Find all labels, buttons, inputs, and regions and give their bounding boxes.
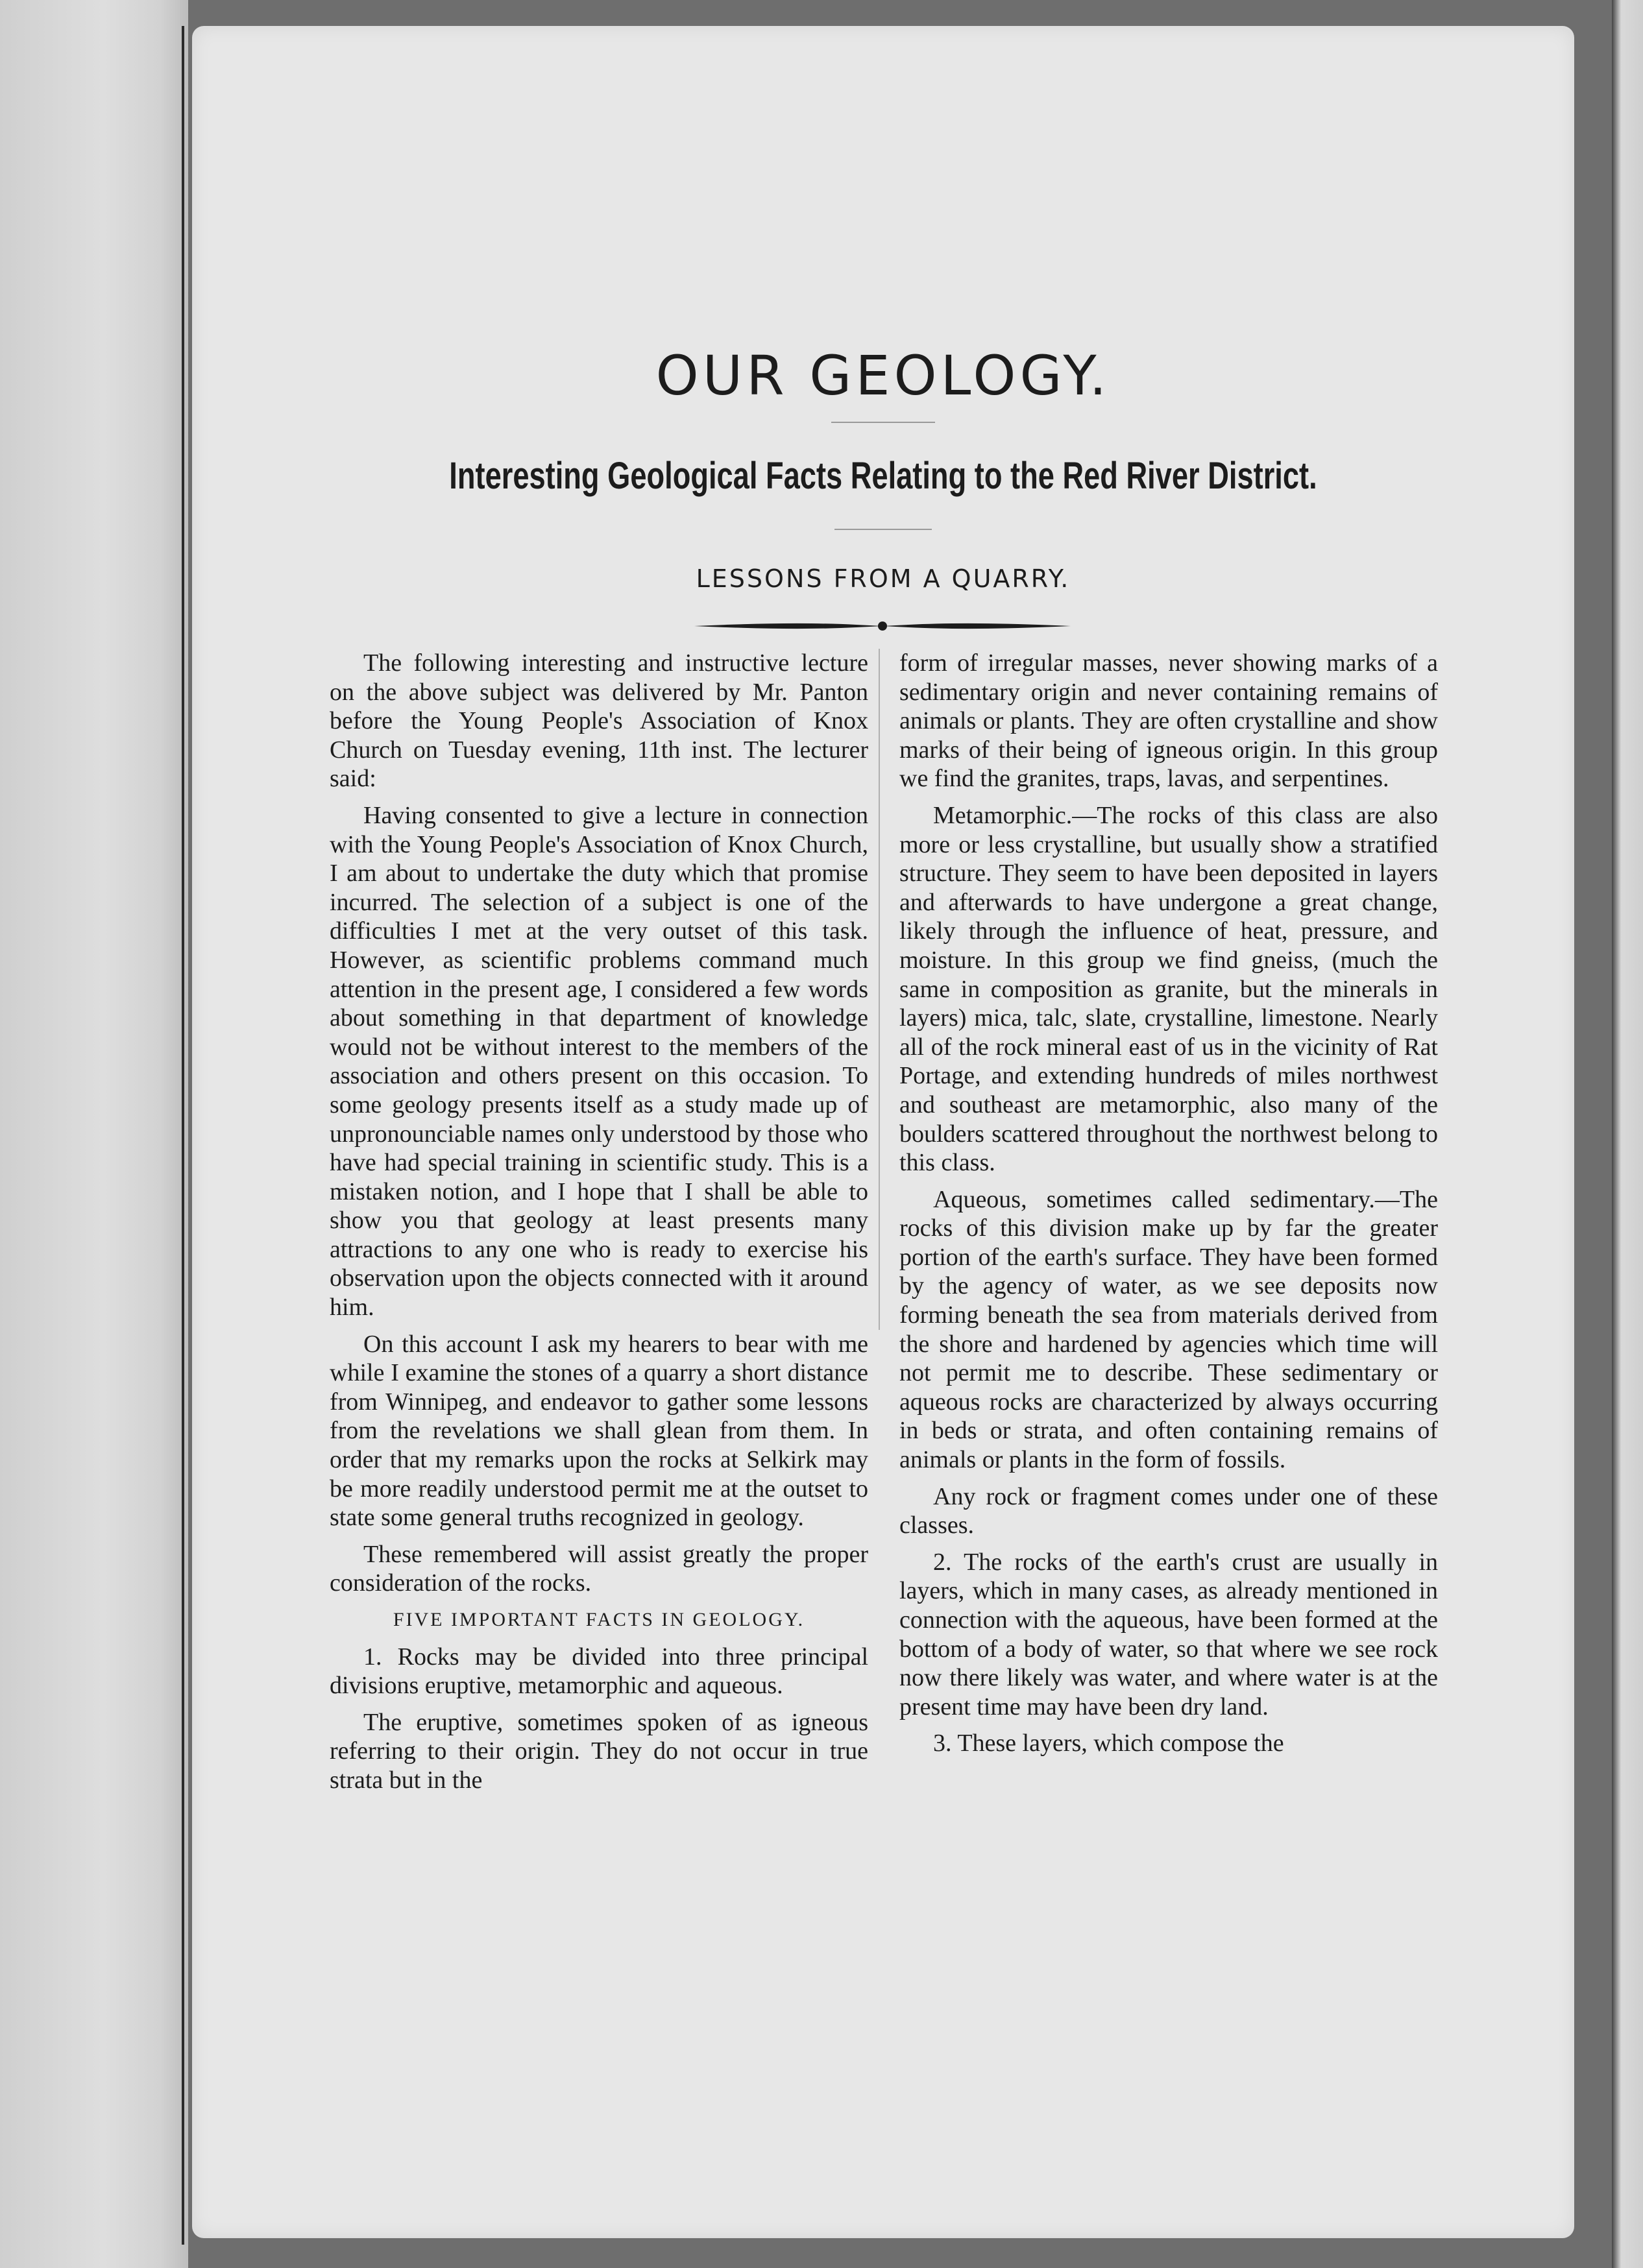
facing-page-edge bbox=[0, 0, 188, 2268]
column-divider bbox=[879, 649, 880, 1330]
paragraph: The eruptive, sometimes spoken of as igneous referring to their origin. They do not occur in true strata but in the bbox=[330, 1708, 868, 1794]
paragraph: On this account I ask my hearers to bear with me while I examine the stones of a quarry a short distance from Winnipeg, and endeavor to gather some lessons from the revelations we shall glean from them. In order that my remarks upon the rocks at Selkirk may be more readily understood permit me at the outset to state some general truths recognized in geology. bbox=[330, 1330, 868, 1532]
ornament-divider bbox=[694, 616, 1071, 636]
subheadline: Interesting Geological Facts Relating to the Red River District. bbox=[449, 455, 1317, 497]
paragraph: Having consented to give a lecture in connection with the Young People's Association of Knox Church, I am about to undertake the duty which that promise incurred. The selection of a subject is one of the difficulties I met at the very outset of this task. However, as scientific problems command much attention in the present age, I considered a few words about something in that department of knowledge would not be without interest to the members of the association and others present on this occasion. To some geology presents itself as a study made up of unpronounciable names only understood by those who have had special training in scientific study. This is a mistaken notion, and I hope that I shall be able to show you that geology at least presents many attractions to any one who is ready to exercise his observation upon the objects connected with it around him. bbox=[330, 801, 868, 1321]
right-page-edge bbox=[1612, 0, 1643, 2268]
right-column bbox=[899, 649, 1438, 1766]
headline: OUR GEOLOGY. bbox=[655, 344, 1111, 407]
divider-rule bbox=[834, 529, 932, 530]
paragraph: Metamorphic.—The rocks of this class are also more or less crystalline, but usually show a stratified structure. They seem to have been deposited in layers and afterwards to have undergone a great change, likely through the influence of heat, pressure, and moisture. In this group we find gneiss, (much the same in composition as granite, but the minerals in layers) mica, talc, slate, crystalline, limestone. Nearly all of the rock mineral east of us in the vicinity of Rat Portage, and extending hundreds of miles northwest and southeast are metamorphic, also many of the boulders scattered throughout the northwest belong to this class. bbox=[899, 801, 1438, 1177]
document-page bbox=[192, 26, 1574, 2238]
paragraph: 3. These layers, which compose the bbox=[933, 1730, 1284, 1757]
paragraph: These remembered will assist greatly the proper consideration of the rocks. bbox=[330, 1540, 868, 1597]
left-column bbox=[330, 649, 868, 1803]
subsection-heading: FIVE IMPORTANT FACTS IN GEOLOGY. bbox=[393, 1609, 805, 1630]
paragraph: form of irregular masses, never showing marks of a sedimentary origin and never containing remains of animals or plants. They are often crystalline and show marks of their being of igneous origin. In this group we find the granites, traps, lavas, and serpentines. bbox=[899, 649, 1438, 793]
paragraph: Aqueous, sometimes called sedimentary.—The rocks of this division make up by far the greater portion of the earth's surface. They have been formed by the agency of water, as we see deposits now forming beneath the sea from materials derived from the shore and hardened by agencies which time will not permit me to describe. These sedimentary or aqueous rocks are characterized by always occurring in beds or strata, and often containing remains of animals or plants in the form of fossils. bbox=[899, 1185, 1438, 1474]
section-title: LESSONS FROM A QUARRY. bbox=[696, 564, 1071, 593]
paragraph: 2. The rocks of the earth's crust are usually in layers, which in many cases, as already mentioned in connection with the aqueous, have been formed at the bottom of a body of water, so that where we see rock now there likely was water, and where water is at the present time may have been dry land. bbox=[899, 1548, 1438, 1720]
paragraph: Any rock or fragment comes under one of these classes. bbox=[899, 1482, 1438, 1539]
paragraph: 1. Rocks may be divided into three principal divisions eruptive, metamorphic and aqueous. bbox=[330, 1643, 868, 1700]
binding-line bbox=[182, 26, 184, 2245]
paragraph: The following interesting and instructive lecture on the above subject was delivered by Mr. Panton before the Young People's Association of Knox Church on Tuesday evening, 11th inst. The lecturer said: bbox=[330, 649, 868, 793]
divider-rule bbox=[831, 422, 935, 423]
